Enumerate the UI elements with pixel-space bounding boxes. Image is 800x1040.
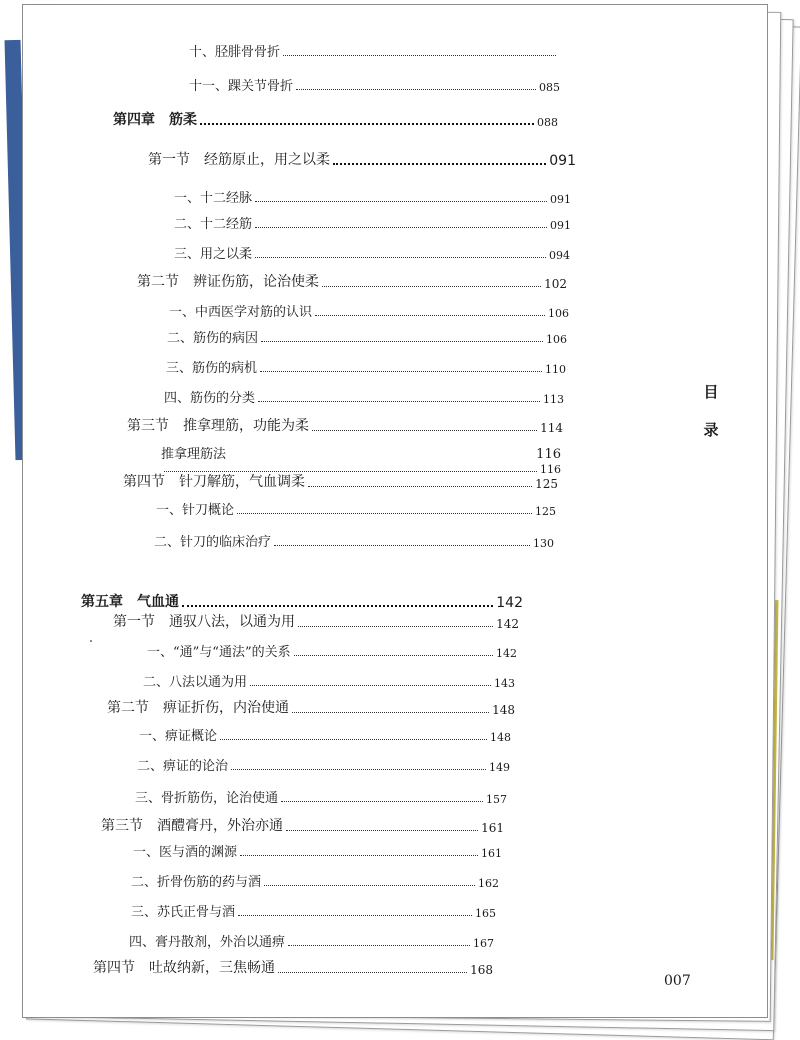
toc-entry-page: 148: [490, 731, 511, 744]
toc-entry-page: 149: [489, 761, 510, 774]
toc-entry-title: 十、胫腓骨骨折: [189, 45, 281, 60]
toc-entry-page: 125: [535, 477, 558, 491]
toc-entry-page: 142: [496, 647, 517, 660]
toc-entry-title: 一、中西医学对筋的认识: [169, 305, 313, 320]
leader-dots: [312, 430, 537, 431]
toc-entry-page: 094: [549, 249, 570, 262]
toc-entry-title: 四、筋伤的分类: [164, 391, 256, 406]
toc-entry-page: 142: [496, 595, 523, 611]
toc-entry-page: 116: [540, 463, 561, 476]
leader-dots: [255, 257, 546, 258]
toc-entry-title: 三、苏氏正骨与酒: [131, 905, 236, 920]
toc-entry-title: 第一节 通驭八法，以通为用: [113, 614, 295, 630]
toc-entry[interactable]: [174, 187, 571, 206]
toc-entry-title: 四、膏丹散剂，外治以通痹: [129, 935, 286, 950]
toc-entry[interactable]: [167, 327, 567, 346]
toc-entry-page: 142: [496, 617, 519, 631]
leader-dots: [200, 123, 534, 125]
toc-section[interactable]: [123, 471, 558, 491]
toc-entry-title: 二、筋伤的病因: [167, 331, 259, 346]
toc-entry-page: 157: [486, 793, 507, 806]
toc-entry-page: 085: [539, 81, 560, 94]
toc-entry-page: 162: [478, 877, 499, 890]
toc-entry-page: 130: [533, 537, 554, 550]
toc-section[interactable]: [148, 149, 576, 169]
toc-entry-title: 三、用之以柔: [174, 247, 253, 262]
leader-dots: [296, 89, 536, 90]
leader-dots: [182, 605, 493, 607]
toc-entry-title: 推拿理筋法: [161, 447, 227, 462]
toc-entry-title: 二、折骨伤筋的药与酒: [131, 875, 262, 890]
toc-entry[interactable]: [189, 41, 559, 60]
toc-entry-page: 106: [546, 333, 567, 346]
leader-dots: [288, 945, 470, 946]
toc-entry-page: 161: [481, 847, 502, 860]
toc-entry-page: 116: [536, 447, 561, 462]
toc-section[interactable]: [101, 815, 504, 835]
toc-entry[interactable]: [174, 243, 570, 262]
leader-dots: [294, 655, 493, 656]
toc-entry-title: 第四节 吐故纳新，三焦畅通: [93, 960, 275, 976]
leader-dots: [255, 201, 547, 202]
toc-entry[interactable]: [139, 725, 511, 744]
toc-entry-page: 088: [537, 116, 558, 129]
toc-entry-title: 一、十二经脉: [174, 191, 253, 206]
toc-entry-title: 二、十二经筋: [174, 217, 253, 232]
toc-entry[interactable]: [174, 213, 571, 232]
leader-dots: [231, 769, 486, 770]
leader-dots: [238, 915, 472, 916]
toc-entry-page: 167: [473, 937, 494, 950]
toc-entry[interactable]: [131, 871, 499, 890]
toc-entry-title: 二、八法以通为用: [143, 675, 248, 690]
toc-section[interactable]: [107, 697, 515, 717]
toc-entry-page: 091: [550, 219, 571, 232]
leader-dots: [274, 545, 530, 546]
toc-section[interactable]: [137, 271, 567, 291]
side-title: 目录: [703, 383, 719, 439]
toc-entry-title: 第四章 筋柔: [113, 112, 197, 128]
toc-entry-title: 第五章 气血通: [81, 594, 179, 610]
toc-entry[interactable]: [137, 755, 510, 774]
toc-entry-title: 一、医与酒的渊源: [133, 845, 238, 860]
toc-entry-title: 第三节 酒醴膏丹，外治亦通: [101, 818, 283, 834]
toc-entry-title: 一、“通”与“通法”的关系: [147, 645, 291, 660]
toc-section[interactable]: [127, 415, 563, 435]
leader-dots: [286, 830, 478, 831]
toc-entry-title: 三、筋伤的病机: [166, 361, 258, 376]
toc-entry[interactable]: [143, 671, 515, 690]
toc-entry-page: 143: [494, 677, 515, 690]
leader-dots: [308, 486, 532, 487]
leader-dots: [258, 401, 540, 402]
toc-entry-title: 二、针刀的临床治疗: [154, 535, 272, 550]
leader-dots: [315, 315, 545, 316]
leader-dots: [237, 513, 532, 514]
toc-entry-title: 第二节 痹证折伤，内治使通: [107, 700, 289, 716]
toc-entry-page: 148: [492, 703, 515, 717]
toc-entry-page: 165: [475, 907, 496, 920]
toc-entry[interactable]: [135, 787, 507, 806]
toc-page: [22, 4, 768, 1018]
toc-entry-title: 一、痹证概论: [139, 729, 218, 744]
toc-entry[interactable]: [129, 931, 494, 950]
toc-entry-title: 第一节 经筋原止，用之以柔: [148, 152, 330, 168]
toc-entry-page: 106: [548, 307, 569, 320]
toc-entry[interactable]: [154, 531, 554, 550]
toc-entry-title: 十一、踝关节骨折: [189, 79, 294, 94]
leader-dots: [283, 55, 556, 56]
toc-entry[interactable]: [166, 357, 566, 376]
leader-dots: [298, 626, 493, 627]
leader-dots: [264, 885, 475, 886]
toc-entry-title: 第四节 针刀解筋，气血调柔: [123, 474, 305, 490]
toc-entry-title: 第二节 辨证伤筋，论治使柔: [137, 274, 319, 290]
toc-entry-title: 三、骨折筋伤，论治使通: [135, 791, 279, 806]
toc-entry-page: 113: [543, 393, 564, 406]
toc-chapter[interactable]: [81, 591, 523, 611]
toc-entry-page: 102: [544, 277, 567, 291]
leader-dots: [260, 371, 542, 372]
toc-entry-page: 110: [545, 363, 566, 376]
toc-entry[interactable]: [147, 641, 517, 660]
toc-entry[interactable]: [156, 499, 556, 518]
leader-dots: [333, 163, 546, 165]
toc-section[interactable]: [113, 611, 519, 631]
leader-dots: [281, 801, 483, 802]
leader-dots: [255, 227, 547, 228]
toc-entry[interactable]: [131, 901, 496, 920]
toc-entry-title: 一、针刀概论: [156, 503, 235, 518]
leader-dots: [292, 712, 489, 713]
leader-dots: [240, 855, 478, 856]
leader-dots: [220, 739, 487, 740]
toc-entry-page: 161: [481, 821, 504, 835]
toc-entry[interactable]: [133, 841, 502, 860]
toc-entry[interactable]: [169, 301, 569, 320]
toc-chapter[interactable]: [113, 109, 558, 129]
toc-entry-title: 二、痹证的论治: [137, 759, 229, 774]
leader-dots: [278, 972, 467, 973]
toc-entry[interactable]: [161, 443, 561, 462]
toc-entry[interactable]: [189, 75, 560, 94]
toc-entry-page: 091: [550, 193, 571, 206]
toc-section[interactable]: [93, 957, 493, 977]
leader-dots: [261, 341, 543, 342]
print-speck: [90, 640, 92, 642]
toc-entry[interactable]: [164, 387, 564, 406]
toc-entry-page: 091: [549, 153, 576, 169]
leader-dots: [250, 685, 491, 686]
toc-entry-page: 114: [540, 421, 563, 435]
toc-entry-title: 第三节 推拿理筋，功能为柔: [127, 418, 309, 434]
page-number: 007: [664, 973, 691, 989]
leader-dots: [322, 286, 541, 287]
toc-entry-page: 168: [470, 963, 493, 977]
toc-entry-page: 125: [535, 505, 556, 518]
